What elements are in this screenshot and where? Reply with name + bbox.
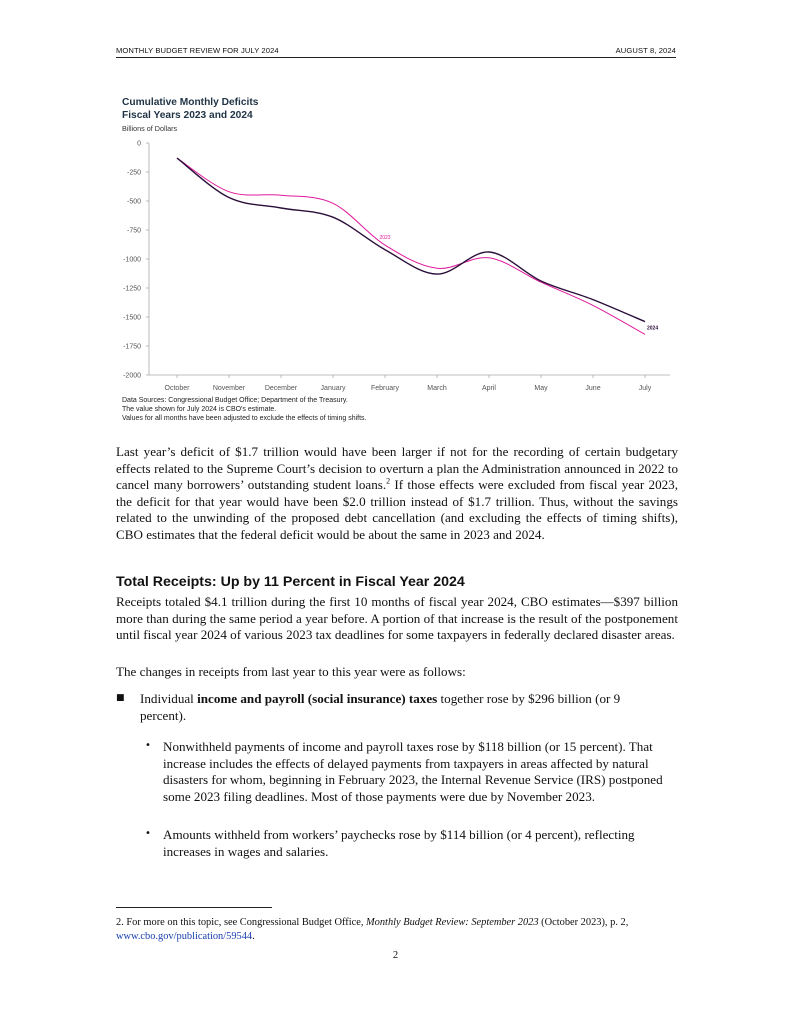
footnote-2	[116, 916, 678, 944]
x-tick-label: October	[164, 385, 190, 392]
square-bullet-icon: ■	[116, 693, 125, 703]
chart-source-note: Data Sources: Congressional Budget Office; Department of the Treasury.	[122, 397, 348, 404]
bullet-bold-term: income and payroll (social insurance) taxes	[197, 691, 438, 706]
section-heading-receipts: Total Receipts: Up by 11 Percent in Fiscal Year 2024	[116, 574, 465, 590]
y-tick-label: -500	[126, 198, 141, 206]
y-tick-label: -250	[126, 169, 141, 177]
x-tick-label: July	[638, 385, 652, 392]
x-tick-label: January	[320, 385, 346, 392]
paragraph-receipts: Receipts totaled $4.1 trillion during the first 10 months of fiscal year 2024, CBO estimates—$397 billion more than during the same period a year before. A portion of that increase is the result of the postponement until fiscal year 2024 of various 2023 tax deadlines for some taxpayers in federally declared disaster areas.	[116, 594, 678, 643]
x-tick-label: December	[264, 385, 298, 392]
x-tick-label: November	[212, 385, 246, 392]
bullet-text-post: together rose by $296 billion (or 9 percent).	[140, 691, 621, 723]
y-tick-label: -1500	[123, 314, 141, 322]
paragraph-deficit	[116, 444, 678, 544]
footnote-text-c: .	[252, 931, 255, 942]
sub-bullet-withheld: Amounts withheld from workers’ paychecks rose by $114 billion (or 4 percent), reflecting increases in wages and salaries.	[163, 827, 635, 859]
sub-bullet-nonwithheld: Nonwithheld payments of income and payroll taxes rose by $118 billion (or 15 percent). That increase includes the effects of delayed payments from taxpayers in areas affected by natural disasters for whom, beginning in February 2023, the Internal Revenue Service (IRS) postponed some 2023 filing deadlines. Most of those payments were due by November 2023.	[163, 739, 663, 804]
footnote-link[interactable]: www.cbo.gov/publication/59544	[116, 931, 253, 942]
footnote-rule	[116, 907, 272, 908]
footnote-text-b: (October 2023), p. 2,	[538, 917, 629, 928]
x-tick-label: April	[481, 385, 497, 392]
series-label-2024: 2024	[647, 325, 659, 332]
series-line-2023	[177, 158, 645, 334]
y-tick-label: -2000	[123, 372, 141, 380]
chart-estimate-note: The value shown for July 2024 is CBO's estimate.	[122, 406, 277, 413]
bullet-income-payroll	[140, 691, 640, 724]
y-tick-label: -750	[126, 227, 141, 235]
x-tick-label: February	[370, 385, 400, 392]
x-tick-label: May	[534, 385, 548, 392]
running-header-title: MONTHLY BUDGET REVIEW FOR JULY 2024	[116, 46, 279, 55]
page-number: 2	[392, 950, 399, 961]
round-bullet-icon: •	[145, 740, 151, 751]
x-tick-label: June	[585, 385, 601, 392]
round-bullet-icon: •	[145, 828, 151, 839]
x-ticks	[165, 375, 652, 392]
y-tick-label: -1000	[123, 256, 141, 264]
paragraph-deficit-text-a: Last year’s deficit of $1.7 trillion would have been larger if not for the recording of certain budgetary effects related to the Supreme Court’s decision to overturn a plan the Administration announced in 2022 to cancel many borrowers’ outstanding student loans.	[116, 444, 678, 493]
running-header-date: AUGUST 8, 2024	[615, 46, 676, 55]
footnote-reference[interactable]: 2	[386, 476, 391, 486]
x-tick-label: March	[427, 385, 447, 392]
y-tick-label: -1250	[123, 285, 141, 293]
footnote-text-a: For more on this topic, see Congressional Budget Office,	[123, 917, 367, 928]
chart-title: Cumulative Monthly Deficits	[122, 97, 259, 108]
series-lines	[177, 158, 658, 334]
chart-adjustment-note: Values for all months have been adjusted to exclude the effects of timing shifts.	[122, 415, 367, 422]
footnote-publication-title: Monthly Budget Review: September 2023	[366, 917, 539, 928]
paragraph-deficit-text-b: If those effects were excluded from fiscal year 2023, the deficit for that year would have been $2.0 trillion instead of $1.7 trillion. Thus, without the savings related to the unwinding of the proposed debt cancellation (and excluding the effects of timing shifts), CBO estimates that the federal deficit would be about the same in 2023 and 2024.	[116, 477, 678, 542]
y-tick-label: 0	[137, 140, 141, 148]
footnote-number: 2.	[116, 917, 124, 928]
bullet-text-pre: Individual	[140, 691, 198, 706]
chart-units-label: Billions of Dollars	[122, 124, 178, 133]
series-label-2023: 2023	[379, 235, 391, 242]
chart-subtitle: Fiscal Years 2023 and 2024	[122, 110, 253, 121]
y-tick-label: -1750	[123, 343, 141, 351]
paragraph-changes-intro: The changes in receipts from last year to this year were as follows:	[116, 664, 466, 679]
y-ticks	[123, 141, 149, 380]
